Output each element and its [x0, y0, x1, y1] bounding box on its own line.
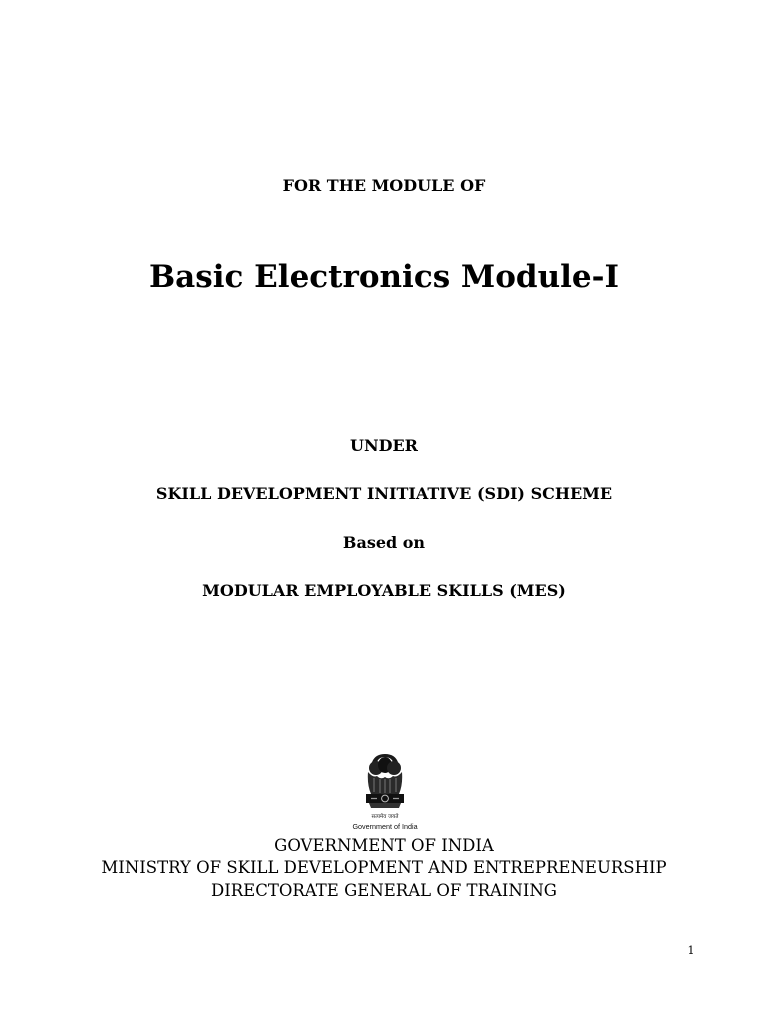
page-number: 1 [687, 944, 695, 957]
emblem-caption: Government of India [352, 822, 418, 831]
mes-name: MODULAR EMPLOYABLE SKILLS (MES) [202, 581, 566, 600]
under-label: UNDER [350, 436, 418, 455]
emblem-motto: सत्यमेव जयते [371, 814, 399, 820]
government-line: GOVERNMENT OF INDIA [274, 836, 494, 855]
pre-title: FOR THE MODULE OF [282, 176, 486, 195]
based-on-label: Based on [342, 533, 426, 552]
page-title: Basic Electronics Module-I [148, 259, 620, 295]
national-emblem-icon [347, 752, 423, 836]
ministry-line: MINISTRY OF SKILL DEVELOPMENT AND ENTREPRENEURSHIP [101, 858, 667, 877]
scheme-name: SKILL DEVELOPMENT INITIATIVE (SDI) SCHEME [155, 484, 613, 503]
directorate-line: DIRECTORATE GENERAL OF TRAINING [210, 881, 557, 900]
